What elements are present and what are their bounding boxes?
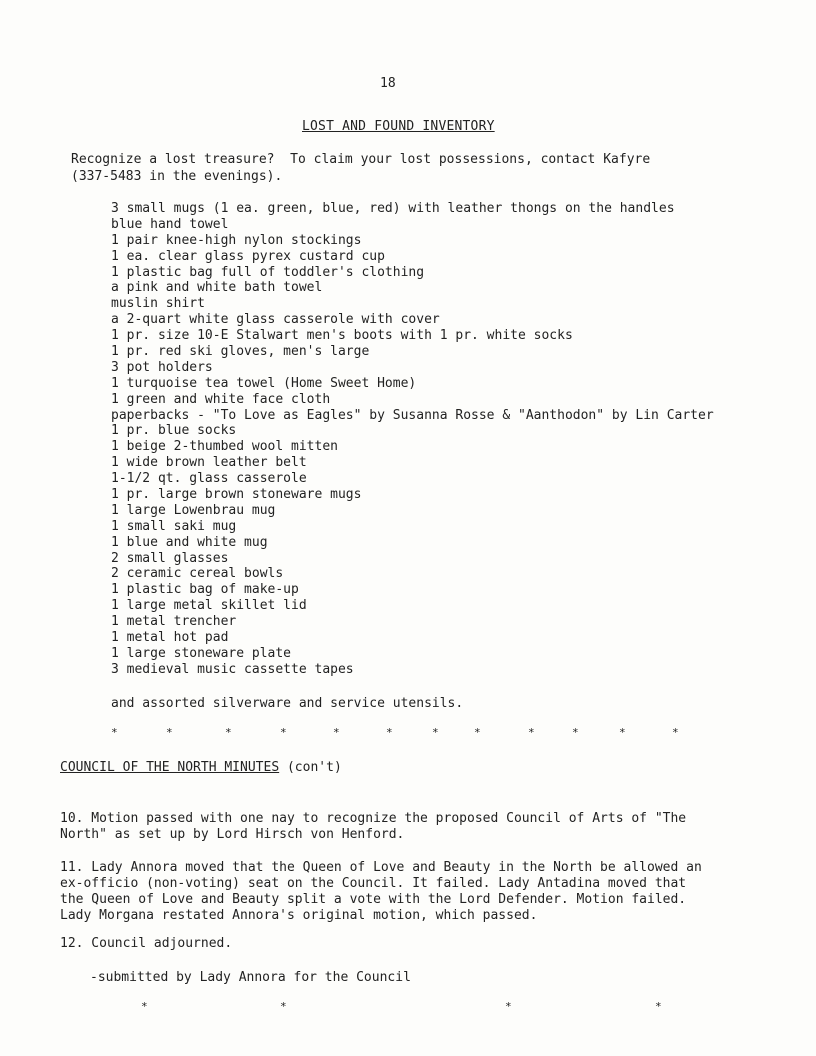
separator-star: * — [280, 1000, 287, 1013]
inventory-item: 3 small mugs (1 ea. green, blue, red) with leather thongs on the handles — [111, 201, 675, 216]
inventory-item: 1 turquoise tea towel (Home Sweet Home) — [111, 375, 417, 391]
council-title-suffix: (con't) — [279, 760, 342, 775]
inventory-item: 1 pr. red ski gloves, men's large — [111, 344, 370, 360]
inventory-item: 1 blue and white mug — [111, 534, 268, 550]
closing-line: and assorted silverware and service utensils. — [111, 696, 464, 711]
separator-star: * — [166, 726, 173, 739]
minutes-item-11: 11. Lady Annora moved that the Queen of Love and Beauty in the North be allowed an ex-officio (non-voting) seat on the Council. It failed. Lady Antadina moved that the Queen of Love and Beauty split a vote with the Lord Defender. Motion failed. Lady Morgana restated Annora's original motion, which passed. — [60, 860, 702, 923]
separator-star: * — [572, 726, 579, 739]
signature-line: -submitted by Lady Annora for the Council — [90, 970, 411, 985]
inventory-item: 3 pot holders — [111, 359, 213, 375]
separator-star: * — [280, 726, 287, 739]
inventory-item: 1 pr. large brown stoneware mugs — [111, 487, 362, 503]
inventory-item: 1 large metal skillet lid — [111, 598, 307, 614]
inventory-item: a 2-quart white glass casserole with cover — [111, 312, 440, 328]
inventory-item: 1 metal hot pad — [111, 630, 229, 646]
separator-star: * — [655, 1000, 662, 1013]
separator-star: * — [432, 726, 439, 739]
inventory-item: paperbacks - "To Love as Eagles" by Susanna Rosse & "Aanthodon" by Lin Carter — [111, 407, 714, 423]
separator-star: * — [474, 726, 481, 739]
inventory-item: muslin shirt — [111, 296, 205, 312]
star-separator — [0, 726, 816, 742]
inventory-list — [111, 201, 714, 678]
separator-star: * — [528, 726, 535, 739]
separator-star: * — [333, 726, 340, 739]
inventory-item: a pink and white bath towel — [111, 280, 323, 296]
bottom-star-separator — [0, 1000, 816, 1016]
inventory-item: 1 pr. size 10-E Stalwart men's boots with 1 pr. white socks — [111, 328, 573, 344]
inventory-item: 1 wide brown leather belt — [111, 455, 307, 471]
inventory-item: blue hand towel — [111, 216, 229, 232]
separator-star: * — [672, 726, 679, 739]
inventory-item: 1 pair knee-high nylon stockings — [111, 232, 362, 248]
inventory-item: 1 beige 2-thumbed wool mitten — [111, 439, 338, 455]
separator-star: * — [225, 726, 232, 739]
intro-paragraph: Recognize a lost treasure? To claim your lost possessions, contact Kafyre (337-5483 in the evenings). — [71, 152, 651, 184]
inventory-item: 1 large Lowenbrau mug — [111, 502, 276, 518]
inventory-item: 1 large stoneware plate — [111, 645, 292, 661]
inventory-item: 1 pr. blue socks — [111, 423, 237, 439]
council-title: COUNCIL OF THE NORTH MINUTES — [60, 760, 280, 775]
section-heading-council — [60, 760, 342, 775]
inventory-item: 1 plastic bag full of toddler's clothing — [111, 264, 425, 280]
inventory-item: 2 small glasses — [111, 550, 229, 566]
separator-star: * — [141, 1000, 148, 1013]
inventory-item: 1 ea. clear glass pyrex custard cup — [111, 248, 385, 264]
separator-star: * — [619, 726, 626, 739]
separator-star: * — [111, 726, 118, 739]
separator-star: * — [505, 1000, 512, 1013]
inventory-item: 1 plastic bag of make-up — [111, 582, 299, 598]
inventory-item: 2 ceramic cereal bowls — [111, 566, 284, 582]
inventory-item: 1 green and white face cloth — [111, 391, 331, 407]
inventory-item: 1 metal trencher — [111, 614, 237, 630]
page-number: 18 — [380, 76, 396, 91]
section-title-lost-found: LOST AND FOUND INVENTORY — [302, 119, 495, 134]
inventory-item: 3 medieval music cassette tapes — [111, 661, 354, 677]
inventory-item: 1 small saki mug — [111, 518, 237, 534]
minutes-item-10: 10. Motion passed with one nay to recognize the proposed Council of Arts of "The North" as set up by Lord Hirsch von Henford. — [60, 811, 687, 842]
minutes-item-12: 12. Council adjourned. — [60, 936, 233, 951]
inventory-item: 1-1/2 qt. glass casserole — [111, 471, 307, 487]
separator-star: * — [386, 726, 393, 739]
